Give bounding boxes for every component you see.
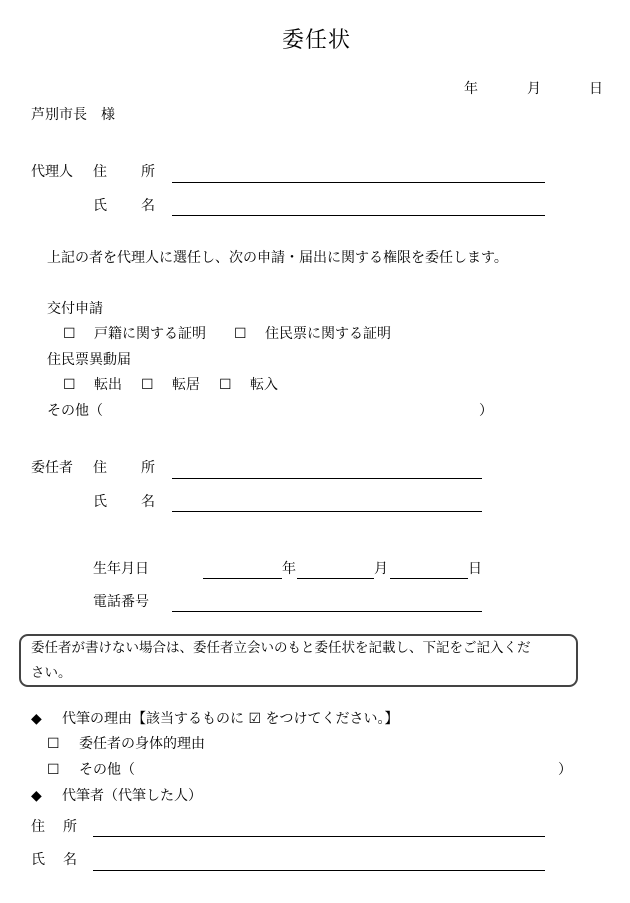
move-notice-heading: 住民票異動届	[47, 352, 131, 368]
checkbox-icon: ☐	[47, 736, 60, 752]
page-title: 委任状	[282, 28, 352, 53]
birth-month-field[interactable]	[297, 578, 374, 579]
agent-label: 代理人	[31, 164, 73, 180]
koseki-checkbox[interactable]	[63, 327, 76, 341]
other-request-close: ）	[479, 403, 493, 419]
delegation-statement: 上記の者を代理人に選任し、次の申請・届出に関する権限を委任します。	[47, 250, 508, 266]
principal-label: 委任者	[31, 460, 73, 476]
physical-reason-label: 委任者の身体的理由	[79, 736, 205, 752]
other-reason-close: ）	[558, 762, 572, 778]
checked-box-icon: ☑	[248, 711, 262, 727]
principal-address-label-1: 住	[93, 460, 107, 476]
birth-year-label: 年	[282, 561, 296, 577]
agent-address-field[interactable]	[172, 182, 545, 183]
phone-field[interactable]	[172, 611, 482, 612]
agent-name-field[interactable]	[172, 215, 545, 216]
juminhyo-label: 住民票に関する証明	[265, 326, 391, 342]
principal-address-label-2: 所	[141, 460, 155, 476]
principal-name-label-1: 氏	[93, 494, 107, 510]
addressee: 芦別市長 様	[31, 107, 115, 123]
checkbox-icon: ☐	[234, 326, 247, 342]
birth-day-field[interactable]	[390, 578, 468, 579]
date-month-label: 月	[527, 81, 541, 97]
move-within-checkbox[interactable]	[141, 378, 154, 392]
checkbox-icon: ☐	[63, 326, 76, 342]
agent-name-label-2: 名	[141, 198, 155, 214]
checkbox-icon: ☐	[63, 377, 76, 393]
birth-year-field[interactable]	[203, 578, 282, 579]
phone-label: 電話番号	[93, 594, 149, 610]
birth-day-label: 日	[468, 561, 482, 577]
move-within-label: 転居	[172, 377, 200, 393]
move-out-label: 転出	[94, 377, 122, 393]
agent-address-label-1: 住	[93, 164, 107, 180]
writer-address-field[interactable]	[93, 836, 545, 837]
principal-address-field[interactable]	[172, 478, 482, 479]
date-year-label: 年	[464, 81, 478, 97]
juminhyo-checkbox[interactable]	[234, 327, 247, 341]
diamond-icon: ◆	[31, 788, 42, 804]
move-in-checkbox[interactable]	[219, 378, 232, 392]
issue-request-heading: 交付申請	[47, 301, 103, 317]
other-reason-label: その他（	[79, 762, 135, 778]
principal-name-label-2: 名	[141, 494, 155, 510]
koseki-label: 戸籍に関する証明	[94, 326, 206, 342]
birth-month-label: 月	[374, 561, 388, 577]
other-reason-checkbox[interactable]	[47, 763, 60, 777]
agent-address-label-2: 所	[141, 164, 155, 180]
other-request-label: その他（	[47, 403, 103, 419]
proxy-writer-heading: 代筆者（代筆した人）	[62, 788, 202, 804]
checkbox-icon: ☐	[47, 762, 60, 778]
move-out-checkbox[interactable]	[63, 378, 76, 392]
writer-name-label-2: 名	[63, 852, 77, 868]
move-in-label: 転入	[250, 377, 278, 393]
proxy-reason-heading: 代筆の理由【該当するものに ☑ をつけてください。】	[62, 711, 399, 727]
notice-line-2: さい。	[31, 665, 72, 681]
principal-name-field[interactable]	[172, 511, 482, 512]
notice-line-1: 委任者が書けない場合は、委任者立会いのもと委任状を記載し、下記をご記入くだ	[31, 640, 531, 656]
writer-name-label-1: 氏	[31, 852, 45, 868]
physical-reason-checkbox[interactable]	[47, 737, 60, 751]
writer-address-label-1: 住	[31, 819, 45, 835]
writer-name-field[interactable]	[93, 870, 545, 871]
diamond-icon: ◆	[31, 711, 42, 727]
writer-address-label-2: 所	[63, 819, 77, 835]
agent-name-label-1: 氏	[93, 198, 107, 214]
checkbox-icon: ☐	[141, 377, 154, 393]
checkbox-icon: ☐	[219, 377, 232, 393]
date-day-label: 日	[589, 81, 603, 97]
birthdate-label: 生年月日	[93, 561, 149, 577]
